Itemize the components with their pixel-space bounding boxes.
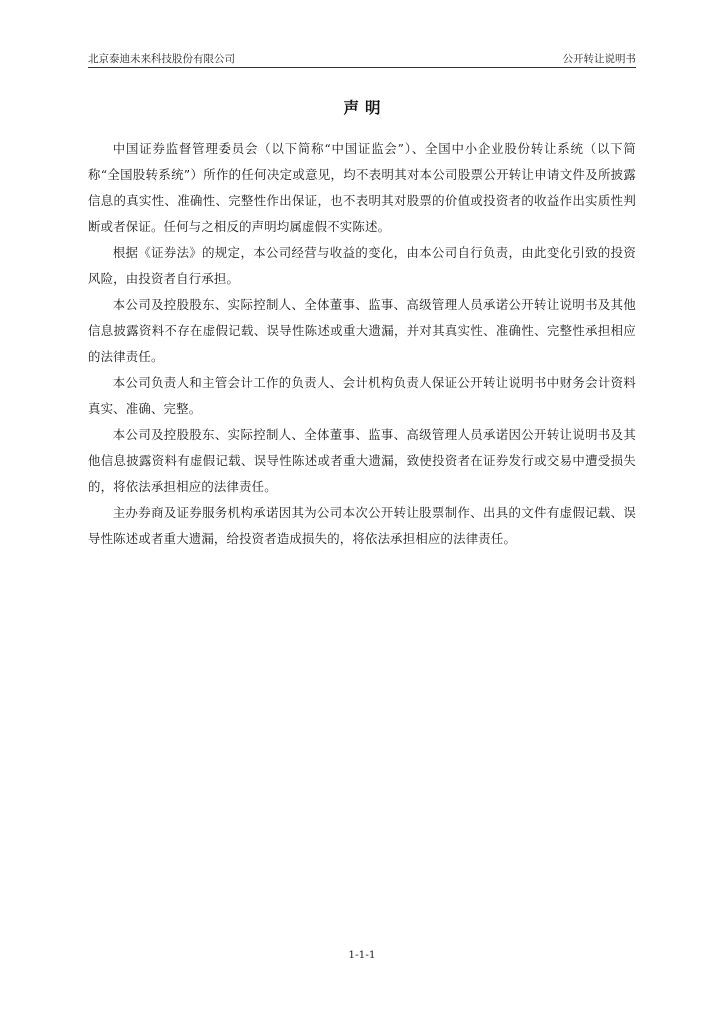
page-number: 1-1-1 [348, 949, 376, 961]
paragraph-broker-commitment: 主办券商及证券服务机构承诺因其为公司本次公开转让股票制作、出具的文件有虚假记载、误导性陈述或者重大遗漏，给投资者造成损失的，将依法承担相应的法律责任。 [88, 505, 636, 546]
page-header [88, 50, 636, 68]
paragraph-securities-law: 根据《证券法》的规定，本公司经营与收益的变化，由本公司自行负责，由此变化引致的投资风险，由投资者自行承担。 [88, 245, 636, 286]
header-company-name: 北京泰迪未来科技股份有限公司 [88, 53, 235, 65]
header-document-name: 公开转让说明书 [562, 53, 636, 65]
paragraph-no-false-records: 本公司及控股股东、实际控制人、全体董事、监事、高级管理人员承诺公开转让说明书及其他信息披露资料不存在虚假记载、误导性陈述或重大遗漏，并对其真实性、准确性、完整性承担相应的法律责任。 [88, 297, 636, 364]
paragraph-csrc-disclaimer: 中国证券监督管理委员会（以下简称“中国证监会”）、全国中小企业股份转让系统（以下简称“全国股转系统”）所作的任何决定或意见，均不表明其对本公司股票公开转让申请文件及所披露信息的真实性、准确性、完整性作出保证，也不表明其对股票的价值或投资者的收益作出实质性判断或者保证。任何与之相反的声明均属虚假不实陈述。 [88, 141, 636, 234]
page-title: 声明 [343, 98, 387, 117]
paragraph-legal-liability: 本公司及控股股东、实际控制人、全体董事、监事、高级管理人员承诺因公开转让说明书及其他信息披露资料有虚假记载、误导性陈述或者重大遗漏，致使投资者在证券发行或交易中遭受损失的，将依法承担相应的法律责任。 [88, 427, 636, 494]
paragraph-financial-accuracy: 本公司负责人和主管会计工作的负责人、会计机构负责人保证公开转让说明书中财务会计资料真实、准确、完整。 [88, 375, 636, 416]
statement-body [88, 136, 636, 552]
